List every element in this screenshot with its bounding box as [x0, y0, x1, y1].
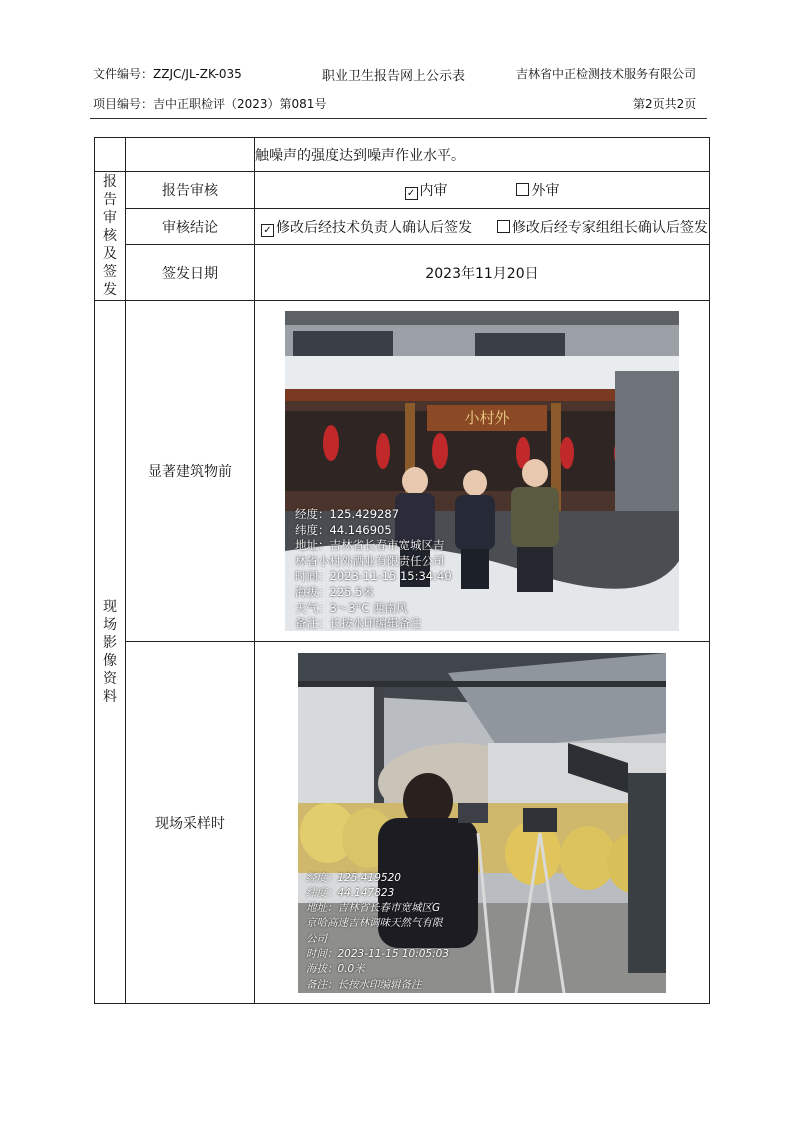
- continued-text: 触噪声的强度达到噪声作业水平。: [255, 138, 710, 172]
- watermark-line: 纬度：44.146905: [295, 522, 392, 537]
- date-label: 签发日期: [126, 245, 255, 301]
- review-option-internal: 内审: [419, 183, 448, 199]
- header-divider: [90, 118, 707, 119]
- empty-checkbox-icon[interactable]: [497, 220, 510, 233]
- date-value: 2023年11月20日: [255, 245, 710, 301]
- photo1-row: [95, 301, 710, 642]
- vertical-label-char: 审: [103, 210, 117, 226]
- company-name: 吉林省中正检测技术服务有限公司: [516, 67, 697, 81]
- watermark-line: 时间：2023-11-15 15:34:40: [295, 569, 452, 584]
- watermark-line: 地址：吉林省长春市宽城区吉: [295, 538, 445, 553]
- watermark-line: 经度：125.429287: [295, 507, 400, 521]
- photo2-label: 现场采样时: [126, 642, 255, 1004]
- watermark-line: 备注：长按水印编辑备注: [306, 978, 422, 991]
- review-options: [255, 172, 710, 209]
- vertical-label-char: 及: [103, 246, 117, 262]
- checked-checkbox-icon[interactable]: ✓: [405, 187, 418, 200]
- doc-title: 职业卫生报告网上公示表: [322, 69, 466, 84]
- vertical-label-char: 核: [103, 228, 117, 244]
- checked-checkbox-icon[interactable]: ✓: [261, 224, 274, 237]
- vertical-label-char: 料: [103, 689, 117, 705]
- conclusion-option-tech: 修改后经技术负责人确认后签发: [276, 219, 472, 236]
- conclusion-row: [95, 209, 710, 245]
- page-number: 第2页共2页: [633, 97, 697, 111]
- review-label: 报告审核: [126, 172, 255, 209]
- conclusion-label: 审核结论: [126, 209, 255, 245]
- doc-number: 文件编号：ZZJC/JL-ZK-035: [93, 67, 242, 81]
- watermark-line: 林省小村外酒业有限责任公司: [295, 553, 445, 568]
- photo2-row: [95, 642, 710, 1004]
- photo1-label: 显著建筑物前: [126, 301, 255, 642]
- sampling-photo: [298, 653, 666, 993]
- watermark-line: 时间：2023-11-15 10:05:03: [306, 947, 450, 960]
- vertical-label-text: [95, 173, 125, 299]
- vertical-label-char: 报: [103, 174, 117, 190]
- continued-row: [95, 138, 710, 172]
- review-group-label: [95, 172, 126, 301]
- vertical-label-char: 影: [103, 635, 117, 651]
- review-option-external: 外审: [531, 183, 560, 199]
- vertical-label-char: 现: [103, 599, 117, 615]
- conclusion-options: [255, 209, 710, 245]
- images-group-label: [95, 301, 126, 1004]
- empty-checkbox-icon[interactable]: [516, 183, 529, 196]
- watermark-line: 地址：吉林省长春市宽城区G: [306, 902, 441, 915]
- watermark-line: 备注：长按水印编辑备注: [295, 616, 422, 631]
- date-row: [95, 245, 710, 301]
- photo2-watermark: [306, 871, 449, 993]
- project-number: 项目编号：吉中正职检评（2023）第081号: [93, 97, 327, 111]
- photo1-cell: [255, 301, 710, 642]
- watermark-line: 海拔：0.0米: [306, 963, 365, 976]
- vertical-label-char: 像: [103, 653, 117, 669]
- building-photo: [285, 311, 679, 631]
- photo2-cell: [255, 642, 710, 1004]
- vertical-label-char: 场: [103, 617, 117, 633]
- vertical-label-char: 签: [103, 264, 117, 280]
- vertical-label-char: 发: [103, 282, 117, 298]
- watermark-line: 纬度：44.147823: [306, 886, 395, 899]
- watermark-line: 经度：125.419520: [306, 871, 401, 884]
- disclosure-table: [94, 137, 710, 1004]
- review-row: [95, 172, 710, 209]
- sign-text: 小村外: [464, 409, 510, 427]
- vertical-label-char: 告: [103, 192, 117, 208]
- vertical-label-text: [95, 598, 125, 706]
- watermark-line: 公司: [306, 932, 327, 945]
- watermark-line: 海拔：225.5米: [295, 584, 374, 599]
- watermark-line: 京哈高速吉林调味天然气有限: [306, 917, 443, 930]
- conclusion-option-expert: 修改后经专家组组长确认后签发: [511, 219, 708, 236]
- watermark-line: 天气：3～3°C 西南风: [295, 600, 408, 615]
- vertical-label-char: 资: [103, 671, 117, 687]
- photo1-watermark: [295, 507, 452, 631]
